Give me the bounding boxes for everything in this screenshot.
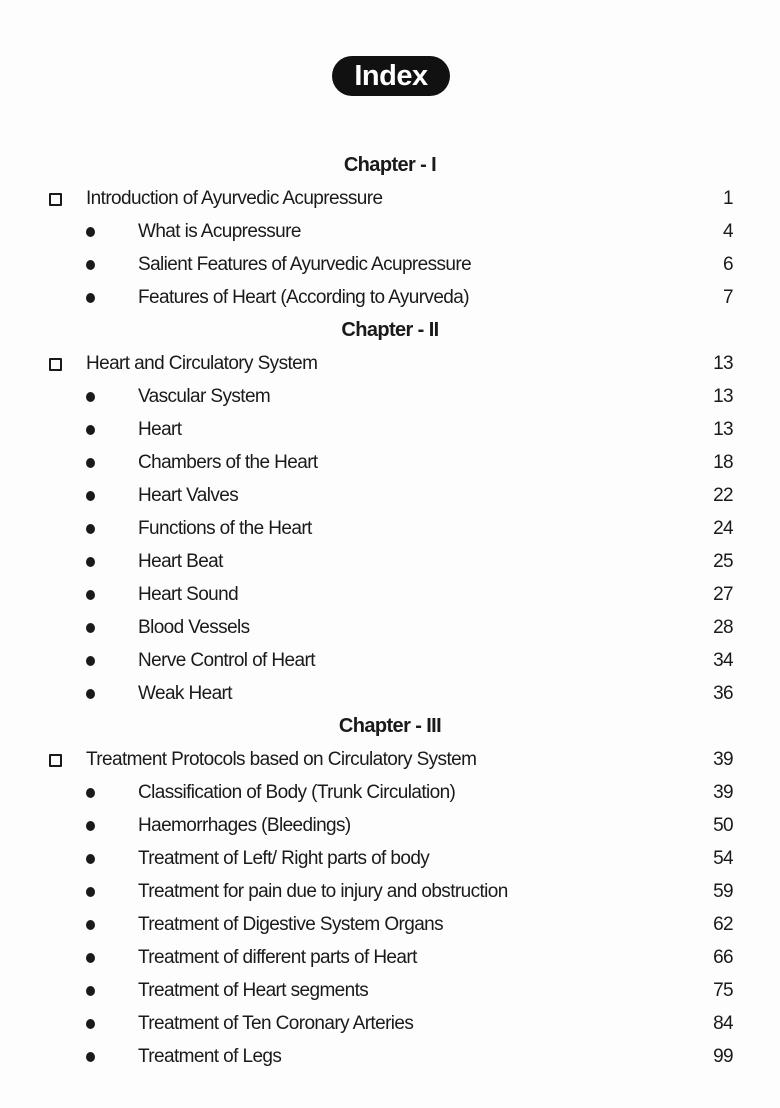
toc-entry[interactable]: [0, 842, 780, 875]
bullet-icon: [86, 557, 95, 567]
entry-page-number: 34: [713, 650, 733, 671]
entry-title: Vascular System: [138, 386, 271, 407]
bullet-icon: [86, 227, 95, 237]
entry-title: Blood Vessels: [138, 617, 250, 638]
toc-entry[interactable]: [0, 545, 780, 578]
bullet-icon: [86, 590, 95, 600]
bullet-icon: [86, 821, 95, 831]
entry-page-number: 39: [713, 749, 733, 770]
entry-title: Heart Valves: [138, 485, 239, 506]
toc-entry[interactable]: [0, 908, 780, 941]
entry-title: Functions of the Heart: [138, 518, 312, 539]
bullet-icon: [86, 1052, 95, 1062]
bullet-icon: [86, 656, 95, 666]
entry-title: Heart Sound: [138, 584, 239, 605]
bullet-icon: [86, 689, 95, 699]
bullet-icon: [86, 854, 95, 864]
entry-title: Classification of Body (Trunk Circulation): [138, 782, 456, 803]
entry-title: What is Acupressure: [138, 221, 301, 242]
toc-entry[interactable]: [0, 248, 780, 281]
entry-page-number: 25: [713, 551, 733, 572]
toc-entry[interactable]: [0, 281, 780, 314]
chapter-heading-text: Chapter - I: [343, 154, 437, 176]
toc-entry[interactable]: [0, 611, 780, 644]
entry-page-number: 27: [713, 584, 733, 605]
entry-title: Treatment of Ten Coronary Arteries: [138, 1013, 414, 1034]
entry-page-number: 6: [723, 254, 733, 275]
toc-entry[interactable]: [0, 512, 780, 545]
toc-entry[interactable]: [0, 677, 780, 710]
entry-title: Heart Beat: [138, 551, 223, 572]
entry-title: Treatment of Legs: [138, 1046, 282, 1067]
chapter-heading: [0, 314, 780, 347]
entry-page-number: 28: [713, 617, 733, 638]
bullet-icon: [86, 920, 95, 930]
toc-entry[interactable]: [0, 479, 780, 512]
entry-title: Treatment of Left/ Right parts of body: [138, 848, 430, 869]
entry-page-number: 36: [713, 683, 733, 704]
entry-page-number: 22: [713, 485, 733, 506]
entry-title: Salient Features of Ayurvedic Acupressure: [138, 254, 472, 275]
entry-page-number: 59: [713, 881, 733, 902]
toc-entry[interactable]: [0, 974, 780, 1007]
entry-title: Weak Heart: [138, 683, 232, 704]
toc-section-entry[interactable]: [0, 182, 780, 215]
entry-page-number: 62: [713, 914, 733, 935]
entry-title: Treatment of different parts of Heart: [138, 947, 417, 968]
chapter-heading-text: Chapter - II: [341, 319, 439, 341]
entry-title: Features of Heart (According to Ayurveda): [138, 287, 469, 308]
entry-title: Treatment of Heart segments: [138, 980, 369, 1001]
toc-entry[interactable]: [0, 644, 780, 677]
entry-page-number: 84: [713, 1013, 733, 1034]
entry-title: Treatment of Digestive System Organs: [138, 914, 444, 935]
chapter-heading: [0, 149, 780, 182]
chapter-heading-text: Chapter - III: [338, 715, 442, 737]
bullet-icon: [86, 392, 95, 402]
entry-page-number: 66: [713, 947, 733, 968]
toc-entry[interactable]: [0, 776, 780, 809]
bullet-icon: [86, 425, 95, 435]
entry-page-number: 7: [723, 287, 733, 308]
entry-title: Treatment Protocols based on Circulatory System: [86, 749, 477, 770]
entry-title: Introduction of Ayurvedic Acupressure: [86, 188, 383, 209]
toc-entry[interactable]: [0, 446, 780, 479]
entry-page-number: 75: [713, 980, 733, 1001]
bullet-icon: [86, 293, 95, 303]
entry-title: Haemorrhages (Bleedings): [138, 815, 351, 836]
bullet-icon: [86, 986, 95, 996]
entry-title: Nerve Control of Heart: [138, 650, 315, 671]
bullet-icon: [86, 458, 95, 468]
index-title: Index: [332, 56, 450, 96]
bullet-icon: [86, 953, 95, 963]
entry-page-number: 50: [713, 815, 733, 836]
entry-page-number: 13: [713, 419, 733, 440]
bullet-icon: [86, 788, 95, 798]
checkbox-square-icon: [49, 193, 62, 206]
entry-page-number: 18: [713, 452, 733, 473]
toc-section-entry[interactable]: [0, 347, 780, 380]
toc-entry[interactable]: [0, 941, 780, 974]
toc-entry[interactable]: [0, 578, 780, 611]
bullet-icon: [86, 1019, 95, 1029]
entry-title: Heart: [138, 419, 182, 440]
entry-page-number: 13: [713, 386, 733, 407]
toc-section-entry[interactable]: [0, 743, 780, 776]
bullet-icon: [86, 887, 95, 897]
entry-page-number: 4: [723, 221, 733, 242]
toc-entry[interactable]: [0, 380, 780, 413]
entry-page-number: 39: [713, 782, 733, 803]
entry-title: Chambers of the Heart: [138, 452, 318, 473]
toc-entry[interactable]: [0, 809, 780, 842]
entry-page-number: 13: [713, 353, 733, 374]
entry-page-number: 1: [723, 188, 733, 209]
entry-page-number: 24: [713, 518, 733, 539]
table-of-contents: [0, 149, 780, 1073]
chapter-heading: [0, 710, 780, 743]
checkbox-square-icon: [49, 754, 62, 767]
entry-page-number: 99: [713, 1046, 733, 1067]
entry-title: Heart and Circulatory System: [86, 353, 318, 374]
bullet-icon: [86, 491, 95, 501]
checkbox-square-icon: [49, 358, 62, 371]
toc-entry[interactable]: [0, 215, 780, 248]
toc-entry[interactable]: [0, 875, 780, 908]
entry-page-number: 54: [713, 848, 733, 869]
toc-entry[interactable]: [0, 1007, 780, 1040]
toc-entry[interactable]: [0, 1040, 780, 1073]
bullet-icon: [86, 524, 95, 534]
entry-title: Treatment for pain due to injury and obstruction: [138, 881, 508, 902]
bullet-icon: [86, 260, 95, 270]
bullet-icon: [86, 623, 95, 633]
toc-entry[interactable]: [0, 413, 780, 446]
